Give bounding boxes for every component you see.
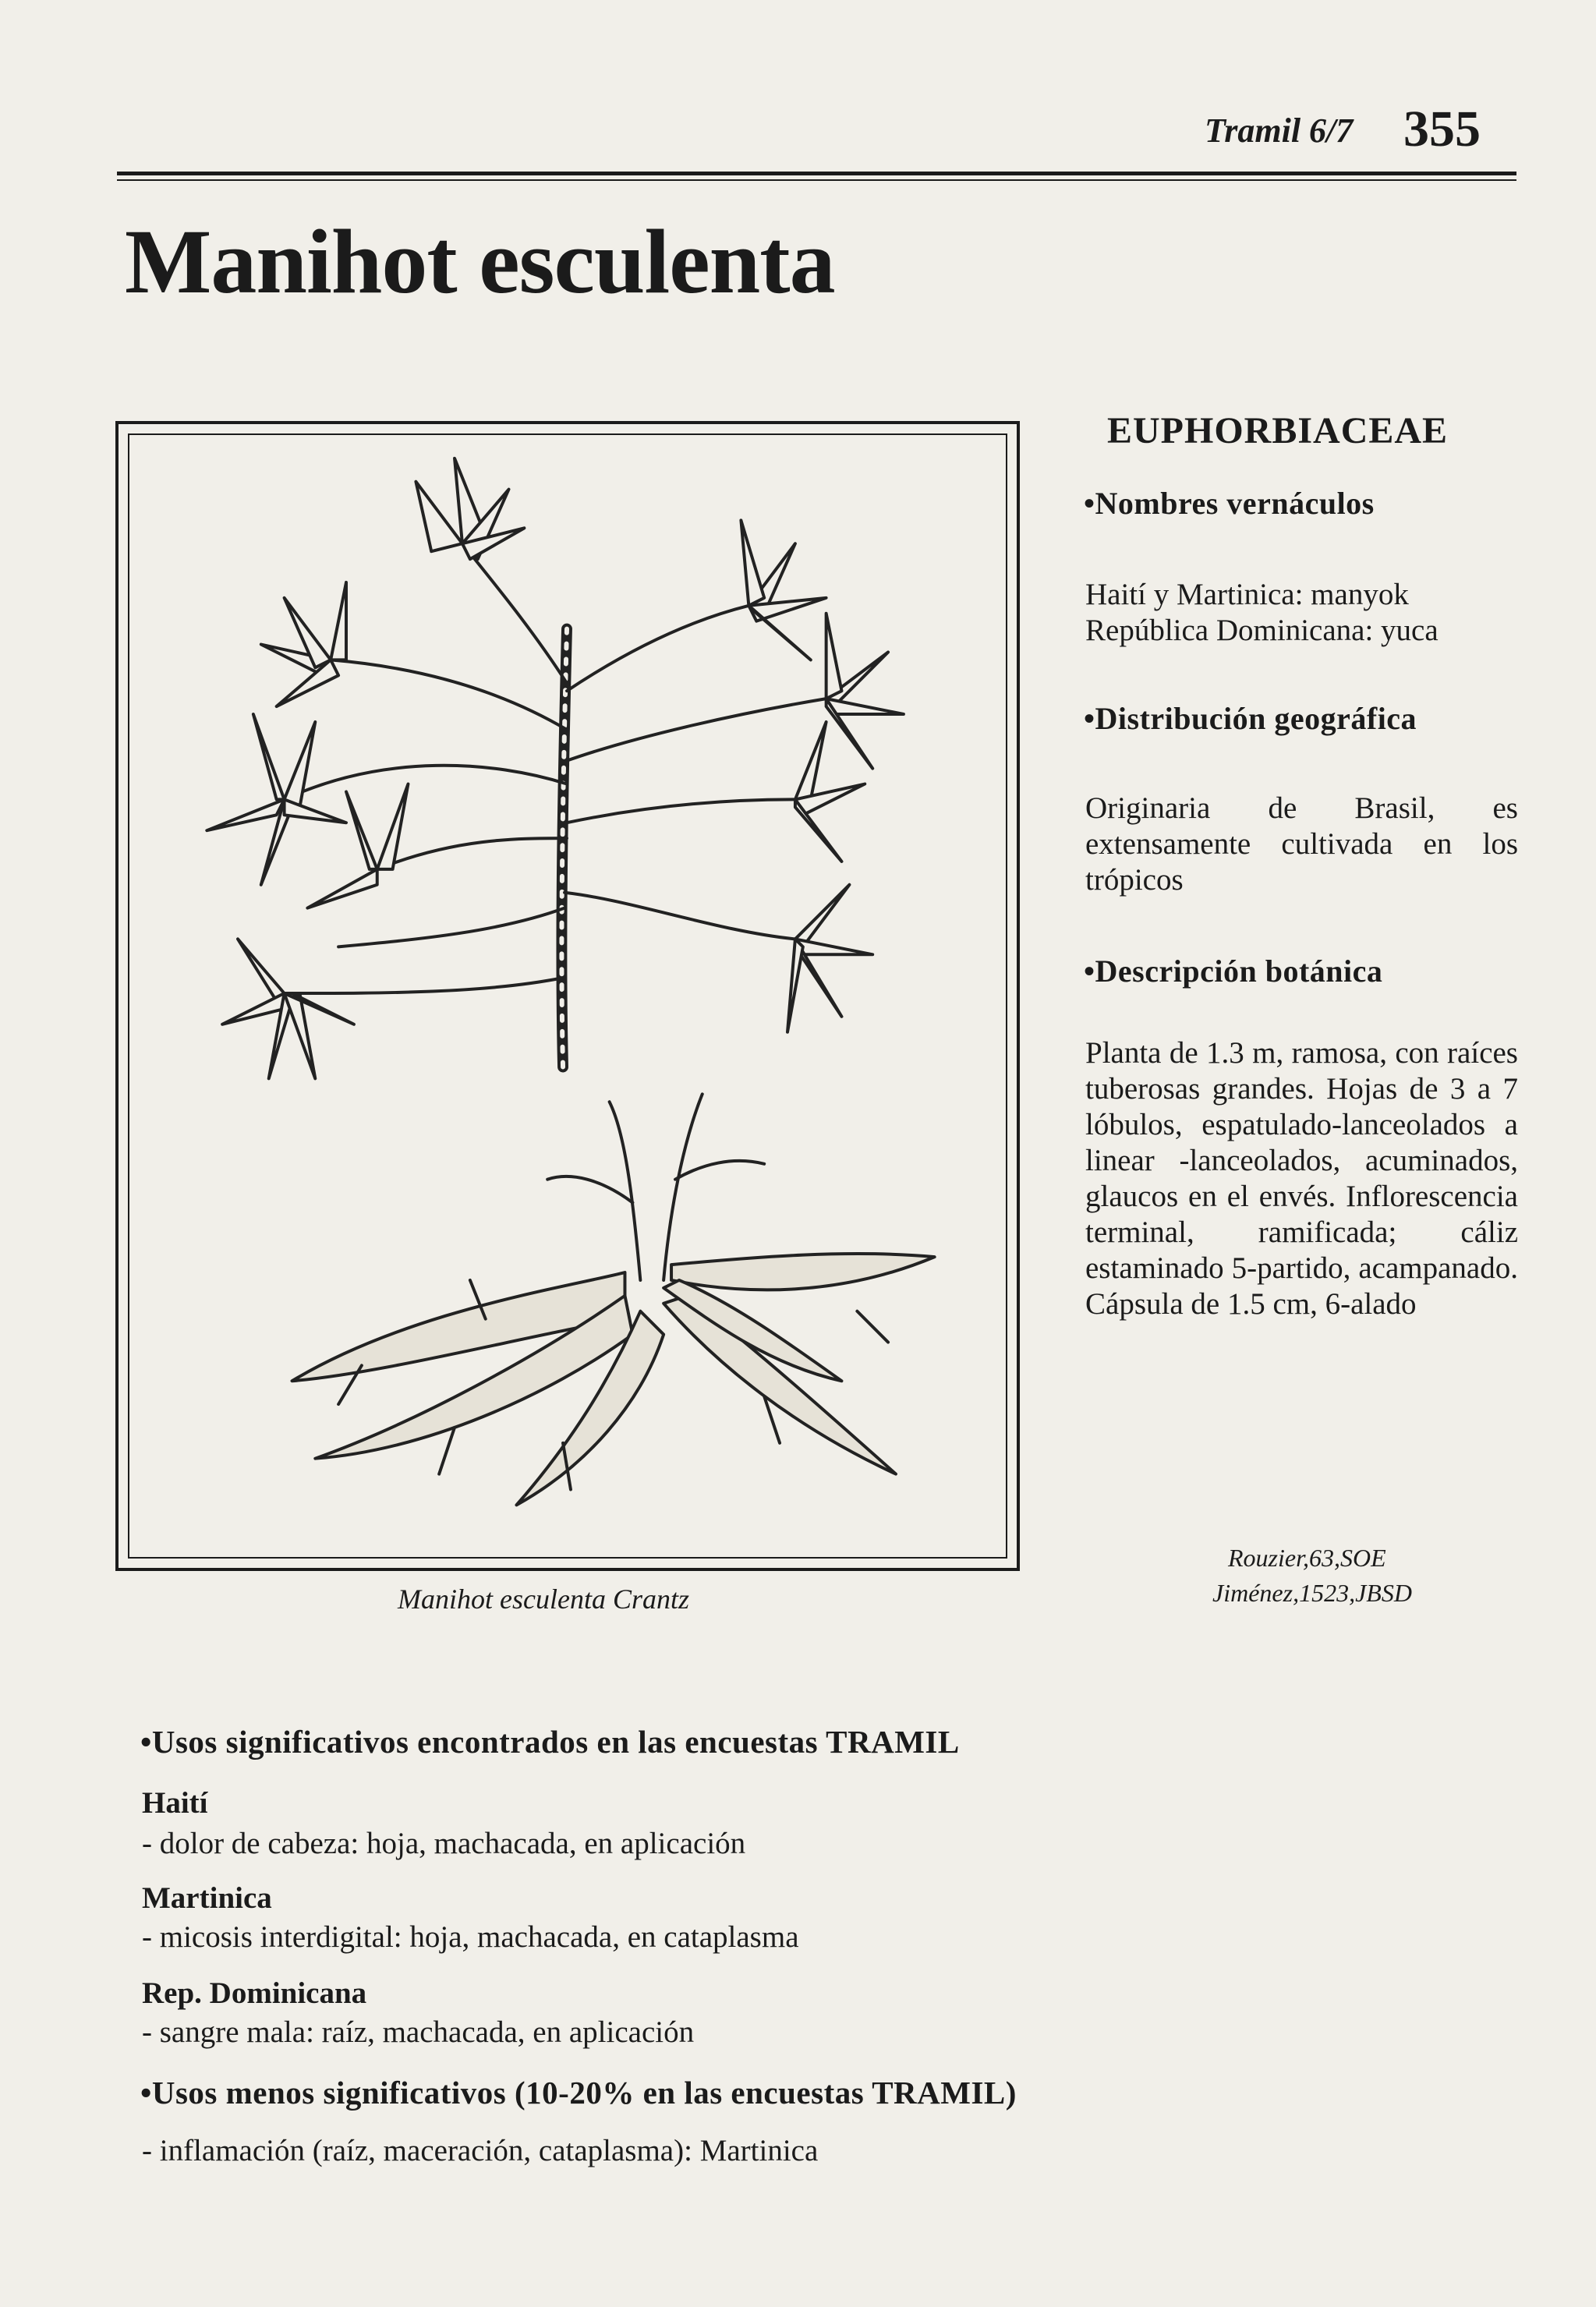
running-head: Tramil 6/7 <box>1205 111 1354 150</box>
header-rule <box>117 172 1516 175</box>
use-martinica: - micosis interdigital: hoja, machacada, en cataplasma <box>142 1920 799 1954</box>
description-heading: •Descripción botánica <box>1084 954 1383 989</box>
use-haiti: - dolor de cabeza: hoja, machacada, en aplicación <box>142 1827 746 1860</box>
specimen-reference-1: Rouzier,63,SOE <box>1228 1544 1386 1572</box>
location-rep-dominicana: Rep. Dominicana <box>142 1976 367 2010</box>
vernacular-line-1: Haití y Martinica: manyok <box>1085 578 1409 611</box>
page-number: 355 <box>1403 101 1481 157</box>
plant-illustration <box>128 433 1007 1559</box>
distribution-text: Originaria de Brasil, es extensamente cultivada en los trópicos <box>1085 791 1518 897</box>
cassava-plant-drawing <box>129 435 1006 1557</box>
page-title: Manihot esculenta <box>125 211 835 313</box>
location-haiti: Haití <box>142 1786 208 1820</box>
location-martinica: Martinica <box>142 1881 272 1915</box>
vernacular-heading: •Nombres vernáculos <box>1084 486 1375 521</box>
distribution-heading: •Distribución geográfica <box>1084 701 1417 736</box>
description-text: Planta de 1.3 m, ramosa, con raíces tuberosas grandes. Hojas de 3 a 7 lóbulos, espatulado-lanceolados a linear -lanceolados, acuminados, glaucos en el envés. Inflorescencia terminal, ramificada; cáliz estaminado 5-partido, acampanado. Cápsula de 1.5 cm, 6-alado <box>1085 1036 1518 1321</box>
vernacular-line-2: República Dominicana: yuca <box>1085 614 1439 647</box>
minor-use: - inflamación (raíz, maceración, cataplasma): Martinica <box>142 2134 819 2167</box>
minor-uses-heading: •Usos menos significativos (10-20% en las encuestas TRAMIL) <box>140 2075 1017 2111</box>
figure-caption: Manihot esculenta Crantz <box>398 1583 689 1615</box>
header-rule-thin <box>117 179 1516 181</box>
significant-uses-heading: •Usos significativos encontrados en las encuestas TRAMIL <box>140 1724 960 1760</box>
specimen-reference-2: Jiménez,1523,JBSD <box>1212 1579 1412 1607</box>
family-name: EUPHORBIACEAE <box>1107 410 1449 451</box>
plant-illustration-frame <box>115 421 1020 1571</box>
use-rep-dominicana: - sangre mala: raíz, machacada, en aplicación <box>142 2015 695 2049</box>
